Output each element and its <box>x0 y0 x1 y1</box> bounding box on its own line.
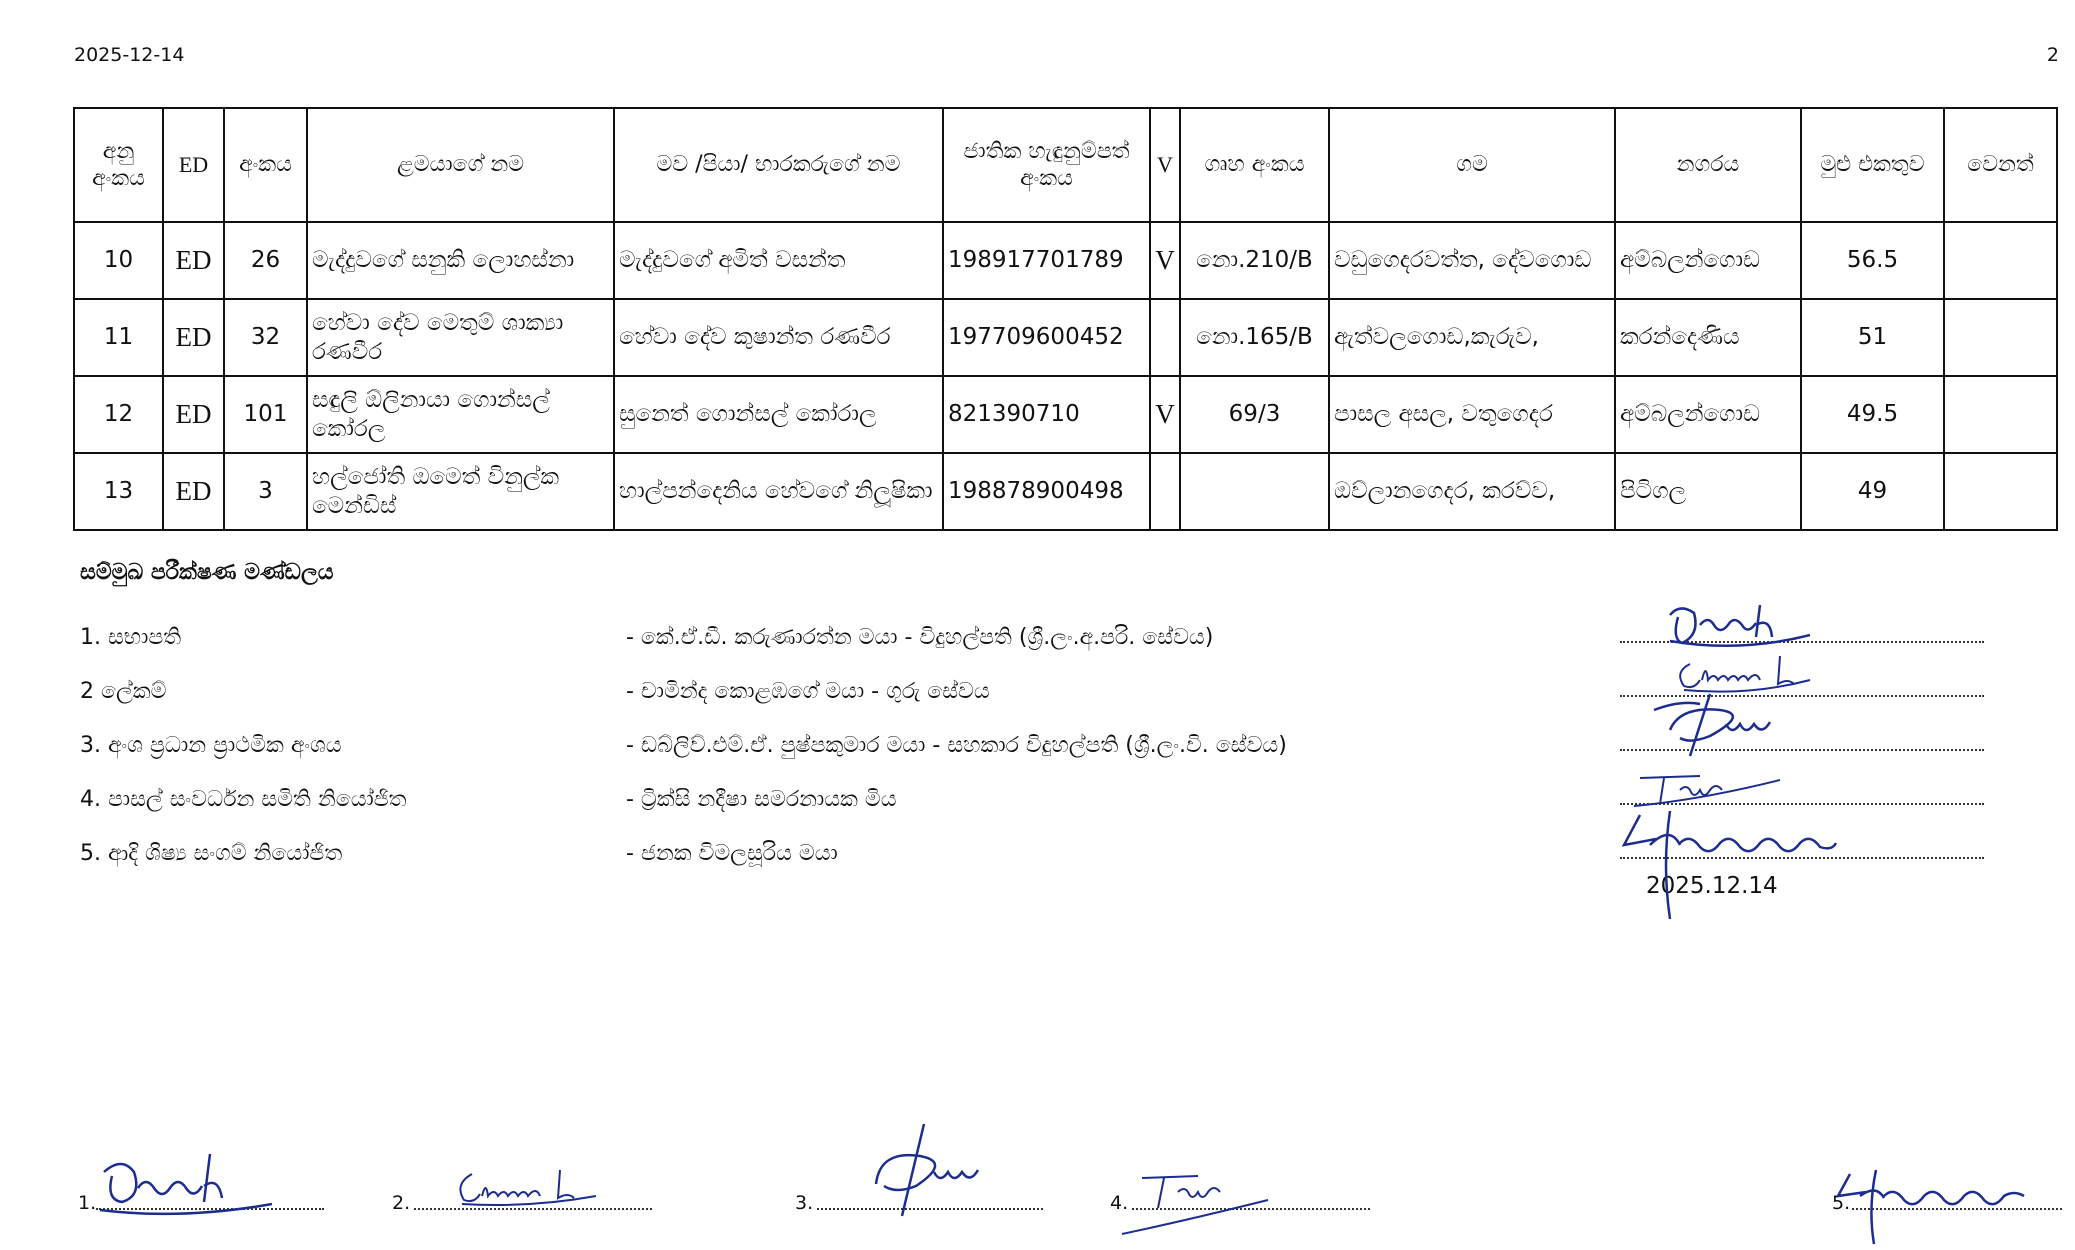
signature-chairman <box>1660 595 1820 655</box>
member-name: - ඩබ්ලිව්.එම්.ඒ. පුෂ්පකුමාර මයා - සහකාර විදුහල්පති (ශ්‍රී.ලං.වි. සේවය) <box>626 733 1287 758</box>
cell-village: වඩුගෙදරවත්ත, දේවගොඩ <box>1329 222 1615 299</box>
signed-date: 2025.12.14 <box>1646 873 1778 899</box>
cell-v: V <box>1150 376 1180 453</box>
col-header-total: මුළු එකතුව <box>1801 108 1944 222</box>
footer-signature-5 <box>1830 1168 2070 1248</box>
col-header-other: වෙනත් <box>1944 108 2057 222</box>
cell-other <box>1944 299 2057 376</box>
col-header-nic: ජාතික හැඳුනුම්පත් අංකය <box>943 108 1150 222</box>
cell-child-name: මැද්දුවගේ සනුකි ලොහස්නා <box>307 222 614 299</box>
cell-nic: 198917701789 <box>943 222 1150 299</box>
col-header-guardian-name: මව /පියා/ භාරකරුගේ නම <box>614 108 943 222</box>
board-title: සම්මුඛ පරීක්ෂණ මණ්ඩලය <box>80 560 334 585</box>
cell-v: V <box>1150 222 1180 299</box>
cell-total: 56.5 <box>1801 222 1944 299</box>
cell-guardian-name: සුනෙත් ගොන්සල් කෝරාල <box>614 376 943 453</box>
cell-house-no: නො.165/B <box>1180 299 1329 376</box>
cell-other <box>1944 453 2057 530</box>
cell-house-no: නො.210/B <box>1180 222 1329 299</box>
member-role: 4. පාසල් සංවර්ධන සමිති නියෝජිත <box>80 787 407 812</box>
cell-town: අම්බලන්ගොඩ <box>1615 222 1801 299</box>
cell-ed: ED <box>163 453 224 530</box>
cell-village: ඇත්වලගොඩ,කැරුව, <box>1329 299 1615 376</box>
cell-village: පාසල අසල, වතුගෙදර <box>1329 376 1615 453</box>
cell-serial: 13 <box>74 453 163 530</box>
cell-other <box>1944 376 2057 453</box>
cell-serial: 11 <box>74 299 163 376</box>
member-name: - කේ.ඒ.ඩී. කරුණාරත්න මයා - විදුහල්පති (ශ්‍රී.ලං.අ.පරි. සේවය) <box>626 625 1214 650</box>
table-row <box>74 453 2057 530</box>
cell-number: 32 <box>224 299 307 376</box>
cell-nic: 821390710 <box>943 376 1150 453</box>
footer-signature-number: 3. <box>795 1192 814 1214</box>
cell-v <box>1150 299 1180 376</box>
cell-number: 101 <box>224 376 307 453</box>
header-date: 2025-12-14 <box>74 44 185 66</box>
footer-signature-3 <box>860 1120 1010 1220</box>
table-row <box>74 222 2057 299</box>
cell-guardian-name: හාල්පන්දෙනිය හේවගේ නිලූෂිකා <box>614 453 943 530</box>
footer-signature-1 <box>92 1150 282 1220</box>
cell-serial: 10 <box>74 222 163 299</box>
col-header-serial: අනු අංකය <box>74 108 163 222</box>
results-table <box>73 107 2058 531</box>
footer-signature-line <box>414 1208 652 1210</box>
footer-signature-4 <box>1118 1170 1278 1240</box>
member-name: - චාමින්ද කොළඹගේ මයා - ගුරු සේවය <box>626 679 990 704</box>
cell-ed: ED <box>163 222 224 299</box>
table-row <box>74 376 2057 453</box>
cell-guardian-name: හේවා දේව කුෂාන්ත රණවීර <box>614 299 943 376</box>
page-number: 2 <box>2046 44 2059 66</box>
footer-signature-number: 2. <box>392 1192 411 1214</box>
footer-signature-number: 1. <box>78 1192 97 1214</box>
cell-town: පිටිගල <box>1615 453 1801 530</box>
member-role: 1. සභාපති <box>80 625 182 650</box>
cell-ed: ED <box>163 299 224 376</box>
cell-ed: ED <box>163 376 224 453</box>
cell-number: 3 <box>224 453 307 530</box>
col-header-number: අංකය <box>224 108 307 222</box>
cell-town: කරන්දෙණිය <box>1615 299 1801 376</box>
table-row <box>74 299 2057 376</box>
member-name: - ට්‍රික්සි නදීෂා සමරනායක මිය <box>626 787 897 812</box>
member-role: 5. ආදි ශිෂ්‍ය සංගම් නියෝජිත <box>80 841 343 866</box>
member-role: 3. අංශ ප්‍රධාන ප්‍රාථමික අංශය <box>80 733 342 758</box>
cell-total: 49.5 <box>1801 376 1944 453</box>
col-header-village: ගම <box>1329 108 1615 222</box>
cell-guardian-name: මැද්දුවගේ අමිත් වසන්ත <box>614 222 943 299</box>
cell-child-name: සඳුලි ඕලිනායා ගොන්සල් කෝරල <box>307 376 614 453</box>
cell-village: ඔව්ලානගෙදර, කරව්ව, <box>1329 453 1615 530</box>
col-header-town: නගරය <box>1615 108 1801 222</box>
footer-signature-2 <box>450 1168 610 1208</box>
cell-town: අම්බලන්ගොඩ <box>1615 376 1801 453</box>
cell-v <box>1150 453 1180 530</box>
signature-sdc-representative <box>1630 770 1790 810</box>
signature-deputy-principal <box>1650 690 1810 760</box>
cell-house-no <box>1180 453 1329 530</box>
cell-total: 49 <box>1801 453 1944 530</box>
cell-other <box>1944 222 2057 299</box>
col-header-ed: ED <box>163 108 224 222</box>
signature-alumni-representative <box>1610 805 1910 925</box>
col-header-v: V <box>1150 108 1180 222</box>
member-role: 2 ලේකම් <box>80 679 167 704</box>
footer-signature-number: 4. <box>1110 1192 1129 1214</box>
col-header-house-no: ගෘහ අංකය <box>1180 108 1329 222</box>
table-header-row <box>74 108 2057 222</box>
cell-nic: 197709600452 <box>943 299 1150 376</box>
footer-signature-number: 5. <box>1832 1192 1851 1214</box>
cell-nic: 198878900498 <box>943 453 1150 530</box>
cell-child-name: හල්ජෝති ඔමෙත් විනුල්ක මෙන්ඩිස් <box>307 453 614 530</box>
cell-house-no: 69/3 <box>1180 376 1329 453</box>
cell-serial: 12 <box>74 376 163 453</box>
col-header-child-name: ළමයාගේ නම <box>307 108 614 222</box>
cell-number: 26 <box>224 222 307 299</box>
member-name: - ජනක විමලසූරිය මයා <box>626 841 838 866</box>
cell-total: 51 <box>1801 299 1944 376</box>
cell-child-name: හේවා දේව මෙතුම් ශාක්‍යා රණවීර <box>307 299 614 376</box>
